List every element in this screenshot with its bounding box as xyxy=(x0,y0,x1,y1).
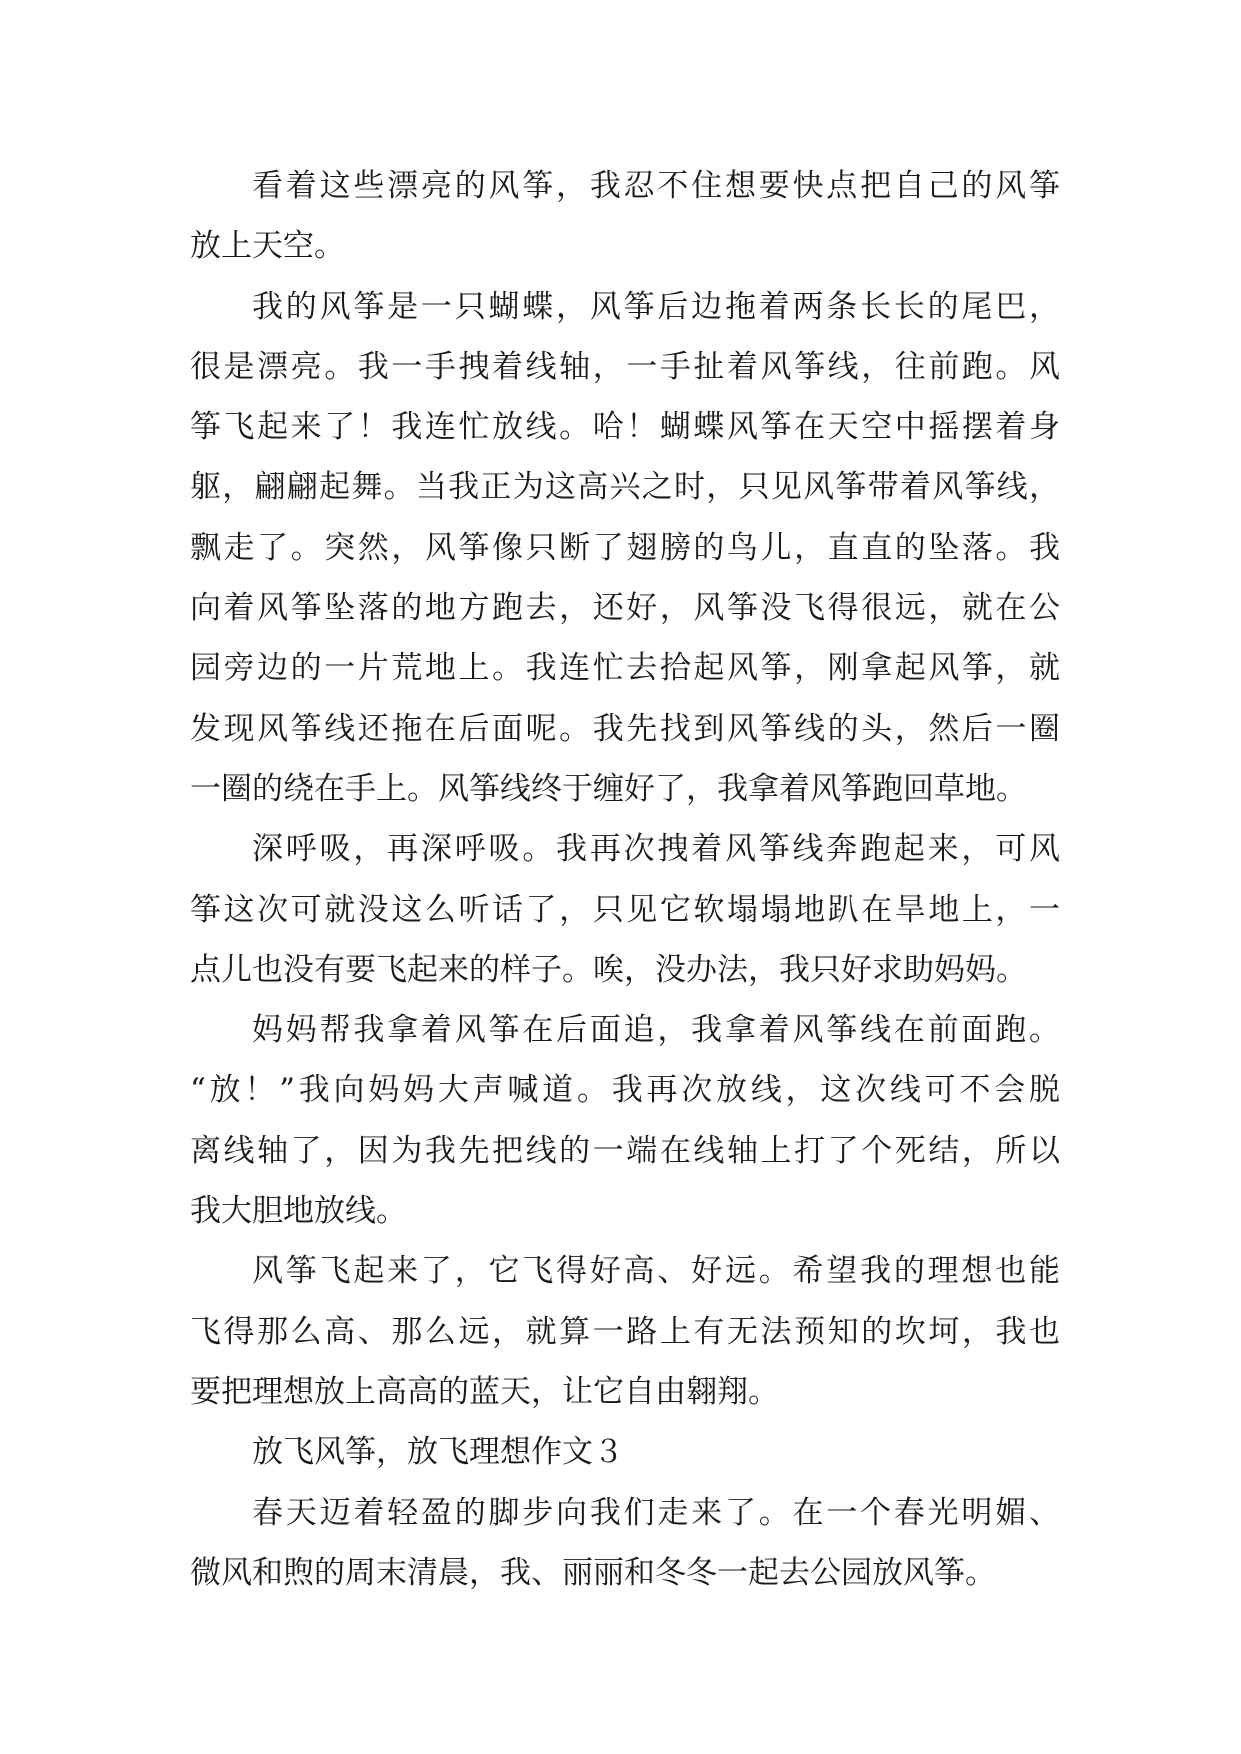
paragraph-line: 筝这次可就没这么听话了，只见它软塌塌地趴在旱地上，一 xyxy=(190,891,1060,928)
paragraph-line: 园旁边的一片荒地上。我连忙去拾起风筝，刚拿起风筝，就 xyxy=(190,650,1060,687)
paragraph-line: 一圈的绕在手上。风筝线终于缠好了，我拿着风筝跑回草地。 xyxy=(190,770,1027,807)
paragraph-line: 点儿也没有要飞起来的样子。唉，没办法，我只好求助妈妈。 xyxy=(190,951,1027,988)
paragraph-line: 我的风筝是一只蝴蝶，风筝后边拖着两条长长的尾巴， xyxy=(252,288,1060,325)
document-body xyxy=(190,156,1060,1603)
paragraph-line: 离线轴了，因为我先把线的一端在线轴上打了个死结，所以 xyxy=(190,1132,1060,1169)
paragraph-line: 看着这些漂亮的风筝，我忍不住想要快点把自己的风筝 xyxy=(252,168,1060,204)
paragraph-line: 发现风筝线还拖在后面呢。我先找到风筝线的头，然后一圈 xyxy=(190,710,1060,747)
paragraph-line: 向着风筝坠落的地方跑去，还好，风筝没飞得很远，就在公 xyxy=(190,590,1060,627)
paragraph-line: 筝飞起来了！我连忙放线。哈！蝴蝶风筝在天空中摇摆着身 xyxy=(190,409,1060,446)
section-heading: 放飞风筝，放飞理想作文３ xyxy=(252,1434,624,1471)
paragraph-line: 我大胆地放线。 xyxy=(190,1193,407,1230)
paragraph-line: “放！”我向妈妈大声喊道。我再次放线，这次线可不会脱 xyxy=(190,1072,1060,1109)
paragraph-line: 要把理想放上高高的蓝天，让它自由翱翔。 xyxy=(190,1373,779,1410)
paragraph-line: 深呼吸，再深呼吸。我再次拽着风筝线奔跑起来，可风 xyxy=(252,831,1060,868)
paragraph-line: 妈妈帮我拿着风筝在后面追，我拿着风筝线在前面跑。 xyxy=(252,1012,1060,1049)
paragraph-line: 微风和煦的周末清晨，我、丽丽和冬冬一起去公园放风筝。 xyxy=(190,1554,996,1591)
paragraph-line: 风筝飞起来了，它飞得好高、好远。希望我的理想也能 xyxy=(252,1253,1060,1290)
paragraph-line: 春天迈着轻盈的脚步向我们走来了。在一个春光明媚、 xyxy=(252,1494,1060,1531)
paragraph-line: 很是漂亮。我一手拽着线轴，一手扯着风筝线，往前跑。风 xyxy=(190,348,1060,385)
paragraph-line: 飘走了。突然，风筝像只断了翅膀的鸟儿，直直的坠落。我 xyxy=(190,529,1060,566)
paragraph-line: 放上天空。 xyxy=(190,228,345,265)
paragraph-line: 躯，翩翩起舞。当我正为这高兴之时，只见风筝带着风筝线， xyxy=(190,469,1060,506)
paragraph-line: 飞得那么高、那么远，就算一路上有无法预知的坎坷，我也 xyxy=(190,1313,1060,1350)
